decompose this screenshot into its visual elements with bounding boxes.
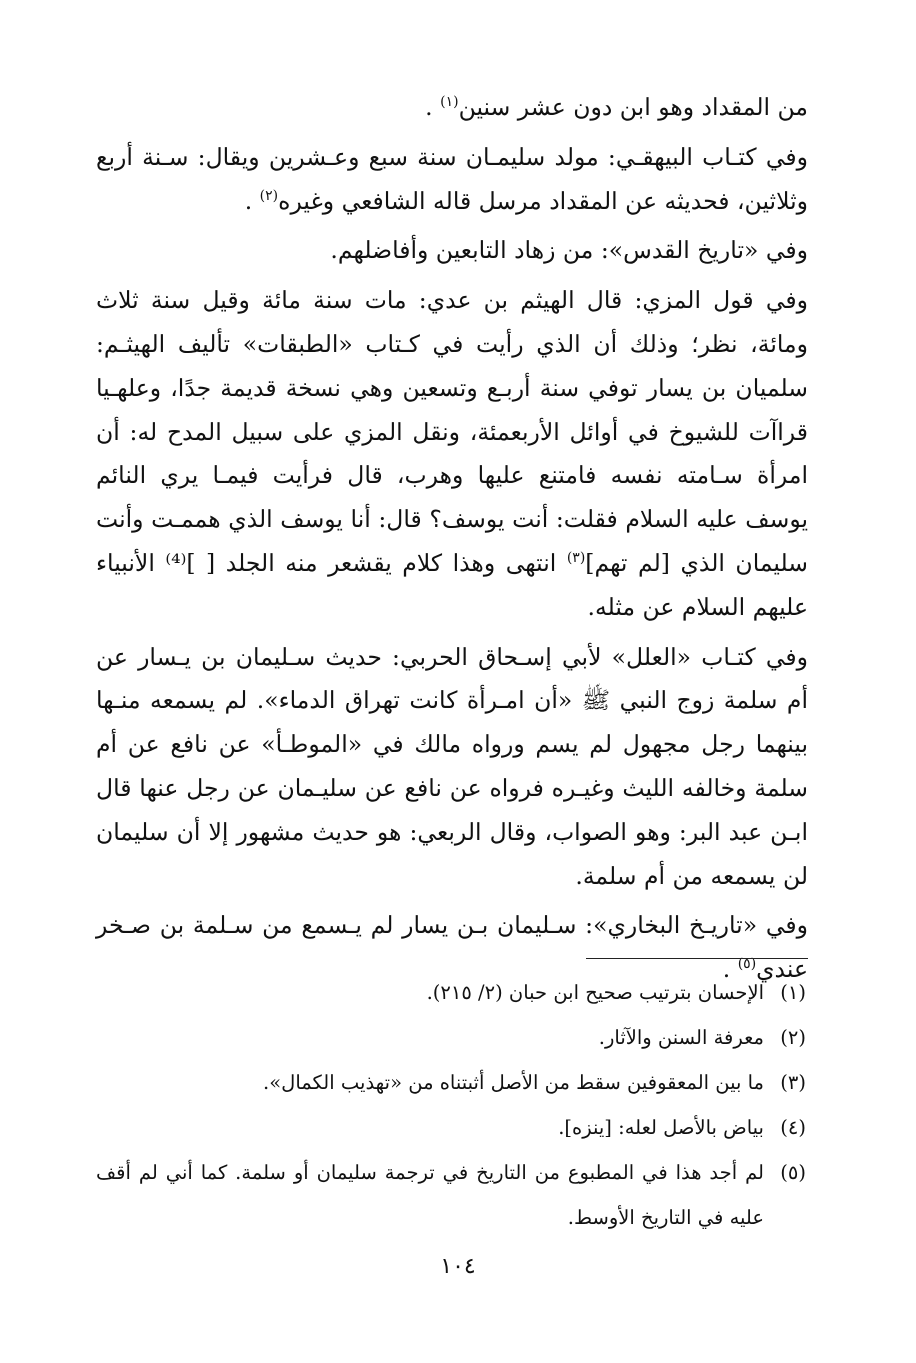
paragraph bbox=[96, 279, 808, 629]
footnotes bbox=[96, 970, 808, 1240]
footnote-item bbox=[96, 970, 808, 1015]
footnote-item bbox=[96, 1060, 808, 1105]
paragraph bbox=[96, 229, 808, 273]
paragraph-text: وفي قول المزي: قال الهيثم بن عدي: مات سنة مائة وقيل سنة ثلاث ومائة، نظر؛ وذلك أن الذي رأيت في كـتاب «الطبقات» تأليف الهيثـم: سلميان بن يسار توفي سنة أربـع وتسعين وهي نسخة قديمة جدًا، وعلهـيا قراآت للشيوخ في أوائل الأربعمئة، ونقل المزي على سبيل المدح له: أن امرأة سـامته نفسه فامتنع عليها وهرب، قال فرأيت فيمـا يري النائم يوسف عليه السلام فقلت: أنت يوسف؟ قال: أنا يوسف الذي هممـت وأنت سليمان الذي [لم تهم] bbox=[96, 286, 808, 577]
footnote-number: (٢) bbox=[780, 1026, 806, 1049]
footnote-text: بياض بالأصل لعله: [ينزه]. bbox=[558, 1116, 764, 1139]
footnote-ref[interactable]: (٣) bbox=[566, 550, 586, 567]
paragraph-tail: انتهى وهذا كلام يقشعر منه الجلد [ ]⁽⁴⁾ الأنبياء عليهم السلام عن مثله. bbox=[96, 548, 808, 621]
footnote-ref[interactable]: (٢) bbox=[259, 187, 279, 204]
footnote-number: (٥) bbox=[780, 1161, 806, 1184]
paragraph bbox=[96, 86, 808, 130]
footnote-number: (٣) bbox=[780, 1071, 806, 1094]
paragraph-tail: . bbox=[244, 186, 260, 215]
page-number: ١٠٤ bbox=[440, 1254, 476, 1279]
paragraph-text: وفي كتـاب البيهقـي: مولد سليمـان سنة سبع وعـشرين ويقال: سـنة أربع وثلاثين، فحديثه عن المقداد مرسل قاله الشافعي وغيره bbox=[96, 142, 808, 215]
footnote-ref[interactable]: (١) bbox=[440, 94, 459, 111]
footnote-text: ما بين المعقوفين سقط من الأصل أثبتناه من «تهذيب الكمال». bbox=[263, 1071, 764, 1094]
paragraph-text: وفي «تاريخ القدس»: من زهاد التابعين وأفاضلهم. bbox=[330, 236, 808, 265]
main-text bbox=[96, 86, 808, 998]
footnote-text: معرفة السنن والآثار. bbox=[598, 1026, 764, 1049]
paragraph-text: وفي كتـاب «العلل» لأبي إسـحاق الحربي: حديث سـليمان بن يـسار عن أم سلمة زوج النبي ﷺ «أن امـرأة كانت تهراق الدماء». لم يسمعه منـها بينهما رجل مجهول لم يسم ورواه مالك في «الموطـأ» عن نافع عن أم سلمة وخالفه الليث وغيـره فرواه عن نافع عن سليـمان عن رجل عنها قال ابـن عبد البر: وهو الصواب، وقال الربعي: هو حديث مشهور إلا أن سليمان لن يسمعه من أم سلمة. bbox=[96, 642, 808, 890]
paragraph bbox=[96, 136, 808, 224]
footnote-ref[interactable]: (٥) bbox=[737, 956, 757, 973]
footnote-number: (٤) bbox=[780, 1116, 806, 1139]
footnote-text: لم أجد هذا في المطبوع من التاريخ في ترجمة سليمان أو سلمة. كما أني لم أقف عليه في التاريخ الأوسط. bbox=[96, 1161, 764, 1229]
footnote-item bbox=[96, 1150, 808, 1240]
paragraph-tail: . bbox=[425, 93, 441, 121]
footnote-divider bbox=[586, 958, 808, 959]
paragraph-text: وفي «تاريـخ البخاري»: سـليمان بـن يسار لم يـسمع من سـلمة بن صـخر عندي bbox=[96, 911, 808, 984]
footnote-text: الإحسان بترتيب صحيح ابن حبان (٢/ ٢١٥). bbox=[426, 981, 764, 1004]
paragraph-tail: . bbox=[722, 955, 738, 984]
footnote-item bbox=[96, 1015, 808, 1060]
footnote-item bbox=[96, 1105, 808, 1150]
paragraph-text: من المقداد وهو ابن دون عشر سنين bbox=[458, 93, 808, 121]
paragraph bbox=[96, 636, 808, 899]
footnote-number: (١) bbox=[780, 981, 806, 1004]
